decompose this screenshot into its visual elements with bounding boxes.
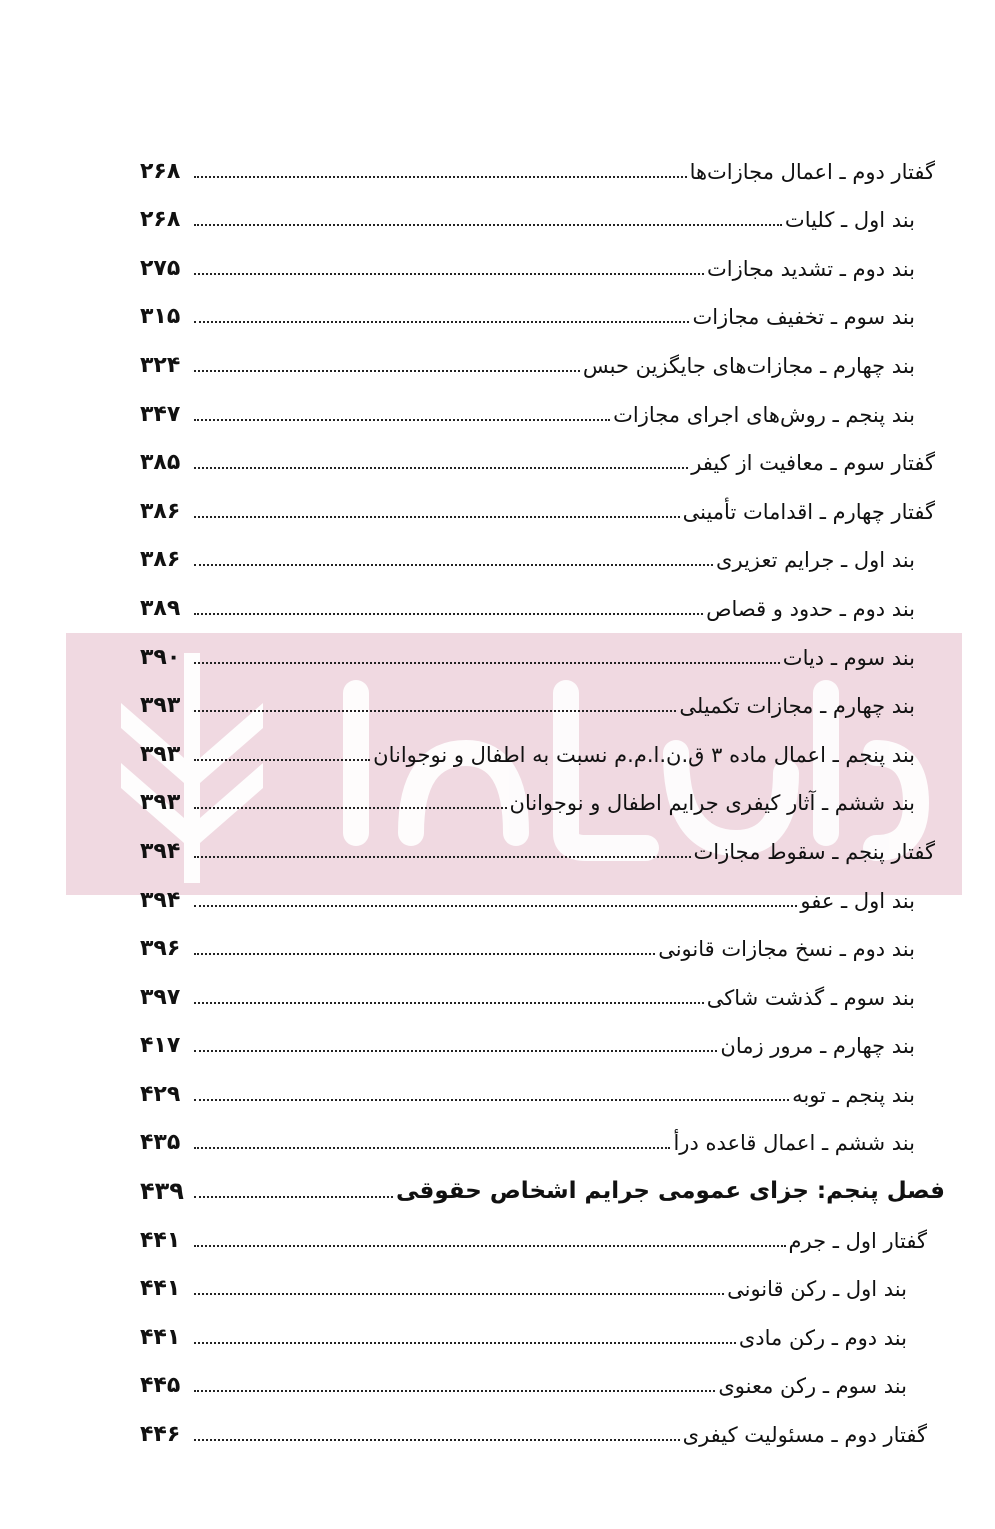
- toc-entry: [140, 966, 945, 1015]
- toc-entry-title: بند چهارم ـ مرور زمان: [720, 1034, 915, 1059]
- toc-entry-page: ۳۹۳: [140, 790, 181, 816]
- dot-leader: [194, 710, 676, 712]
- toc-entry-page: ۴۴۶: [140, 1422, 181, 1448]
- toc-entry-title: بند دوم ـ نسخ مجازات قانونی: [658, 937, 915, 962]
- toc-entry: [140, 918, 945, 967]
- toc-entry-page: ۳۹۰: [140, 644, 181, 670]
- toc-entry-title: گفتار سوم ـ معافیت از کیفر: [691, 451, 935, 476]
- toc-entry-title: بند سوم ـ رکن معنوی: [718, 1374, 907, 1399]
- toc-entry-title: بند سوم ـ دیات: [782, 645, 915, 670]
- toc-entry: [140, 432, 945, 481]
- toc-entry: [140, 626, 945, 675]
- dot-leader: [194, 953, 655, 955]
- toc-entry: [140, 286, 945, 335]
- dot-leader: [194, 564, 713, 566]
- toc-entry-title: گفتار چهارم ـ اقدامات تأمینی: [682, 499, 935, 524]
- toc-entry-page: ۳۴۷: [140, 401, 181, 427]
- toc-entry-title: بند اول ـ رکن قانونی: [727, 1277, 907, 1302]
- dot-leader: [194, 1342, 736, 1344]
- toc-entry: [140, 189, 945, 238]
- toc-entry-page: ۴۳۹: [140, 1177, 184, 1206]
- toc-entry-title: گفتار دوم ـ مسئولیت کیفری: [682, 1423, 927, 1448]
- toc-entry: [140, 577, 945, 626]
- toc-entry: [140, 723, 945, 772]
- dot-leader: [194, 1002, 704, 1004]
- toc-entry: [140, 869, 945, 918]
- dot-leader: [194, 856, 691, 858]
- toc-entry-page: ۲۶۸: [140, 207, 181, 233]
- toc-entry-title: بند چهارم ـ مجازات‌های جایگزین حبس: [582, 353, 915, 378]
- toc-entry-page: ۲۶۸: [140, 158, 181, 184]
- toc-entry-page: ۳۸۹: [140, 595, 181, 621]
- toc-entry: [140, 334, 945, 383]
- dot-leader: [194, 370, 580, 372]
- toc-entry-page: ۴۴۱: [140, 1324, 181, 1350]
- toc-entry-title: بند سوم ـ تخفیف مجازات: [692, 305, 915, 330]
- toc-entry: [140, 1403, 945, 1452]
- toc-entry-title: بند دوم ـ حدود و قصاص: [706, 596, 915, 621]
- dot-leader: [194, 1196, 393, 1198]
- dot-leader: [194, 467, 688, 469]
- toc-entry-title: گفتار اول ـ جرم: [788, 1228, 927, 1253]
- toc-entry-page: ۳۹۷: [140, 984, 181, 1010]
- toc-entry-title: بند اول ـ کلیات: [784, 208, 915, 233]
- toc-entry-title: بند اول ـ جرایم تعزیری: [716, 548, 915, 573]
- toc-entry-page: ۳۸۶: [140, 547, 181, 573]
- toc-entry-title: گفتار دوم ـ اعمال مجازات‌ها: [689, 159, 935, 184]
- toc-entry-title: بند چهارم ـ مجازات تکمیلی: [679, 694, 915, 719]
- dot-leader: [194, 224, 782, 226]
- toc-entry: [140, 1063, 945, 1112]
- table-of-contents: [140, 140, 945, 1452]
- dot-leader: [194, 662, 780, 664]
- toc-entry-page: ۴۳۵: [140, 1130, 181, 1156]
- dot-leader: [194, 613, 703, 615]
- toc-entry-title: گفتار پنجم ـ سقوط مجازات: [693, 839, 935, 864]
- toc-entry-page: ۳۱۵: [140, 304, 181, 330]
- toc-entry-title: فصل پنجم: جزای عمومی جرایم اشخاص حقوقی: [395, 1178, 945, 1205]
- toc-entry-title: بند دوم ـ تشدید مجازات: [707, 256, 915, 281]
- toc-entry-title: بند ششم ـ آثار کیفری جرایم اطفال و نوجوانان: [509, 791, 915, 816]
- dot-leader: [194, 1050, 717, 1052]
- dot-leader: [194, 1390, 715, 1392]
- dot-leader: [194, 176, 687, 178]
- toc-entry-page: ۳۲۴: [140, 352, 181, 378]
- toc-entry-title: بند پنجم ـ روش‌های اجرای مجازات: [613, 402, 915, 427]
- dot-leader: [194, 273, 704, 275]
- toc-entry: [140, 480, 945, 529]
- toc-entry-page: ۳۸۵: [140, 450, 181, 476]
- toc-entry-title: بند پنجم ـ اعمال ماده ۳ ق.ن.ا.م.م نسبت به اطفال و نوجوانان: [373, 742, 915, 767]
- toc-entry-page: ۳۹۶: [140, 936, 181, 962]
- toc-entry-page: ۲۷۵: [140, 255, 181, 281]
- toc-entry-page: ۴۴۵: [140, 1373, 181, 1399]
- toc-entry-page: ۴۱۷: [140, 1033, 181, 1059]
- dot-leader: [194, 321, 689, 323]
- dot-leader: [194, 1099, 789, 1101]
- toc-entry: [140, 675, 945, 724]
- toc-entry: [140, 1306, 945, 1355]
- dot-leader: [194, 759, 370, 761]
- toc-entry-title: بند دوم ـ رکن مادی: [738, 1325, 907, 1350]
- toc-entry: [140, 820, 945, 869]
- toc-entry-page: ۳۹۴: [140, 838, 181, 864]
- toc-entry: [140, 237, 945, 286]
- toc-entry: [140, 383, 945, 432]
- dot-leader: [194, 419, 610, 421]
- dot-leader: [194, 1439, 680, 1441]
- dot-leader: [194, 905, 797, 907]
- toc-entry-page: ۳۸۶: [140, 498, 181, 524]
- toc-entry-page: ۴۲۹: [140, 1081, 181, 1107]
- toc-entry: [140, 1112, 945, 1161]
- dot-leader: [194, 1293, 724, 1295]
- toc-entry: [140, 1355, 945, 1404]
- toc-entry: [140, 772, 945, 821]
- toc-entry: [140, 1160, 945, 1209]
- toc-entry: [140, 1209, 945, 1258]
- dot-leader: [194, 516, 680, 518]
- toc-entry-title: بند اول ـ عفو: [800, 888, 915, 913]
- toc-entry-page: ۴۴۱: [140, 1227, 181, 1253]
- toc-entry: [140, 529, 945, 578]
- toc-entry-page: ۳۹۴: [140, 887, 181, 913]
- toc-entry: [140, 1258, 945, 1307]
- toc-entry-title: بند پنجم ـ توبه: [792, 1082, 915, 1107]
- dot-leader: [194, 1245, 786, 1247]
- toc-entry: [140, 1015, 945, 1064]
- toc-entry-page: ۴۴۱: [140, 1276, 181, 1302]
- dot-leader: [194, 1147, 670, 1149]
- toc-entry-title: بند سوم ـ گذشت شاکی: [706, 985, 915, 1010]
- toc-entry-page: ۳۹۳: [140, 741, 181, 767]
- toc-entry-title: بند ششم ـ اعمال قاعده درأ: [673, 1131, 915, 1156]
- toc-entry: [140, 140, 945, 189]
- dot-leader: [194, 807, 507, 809]
- toc-entry-page: ۳۹۳: [140, 693, 181, 719]
